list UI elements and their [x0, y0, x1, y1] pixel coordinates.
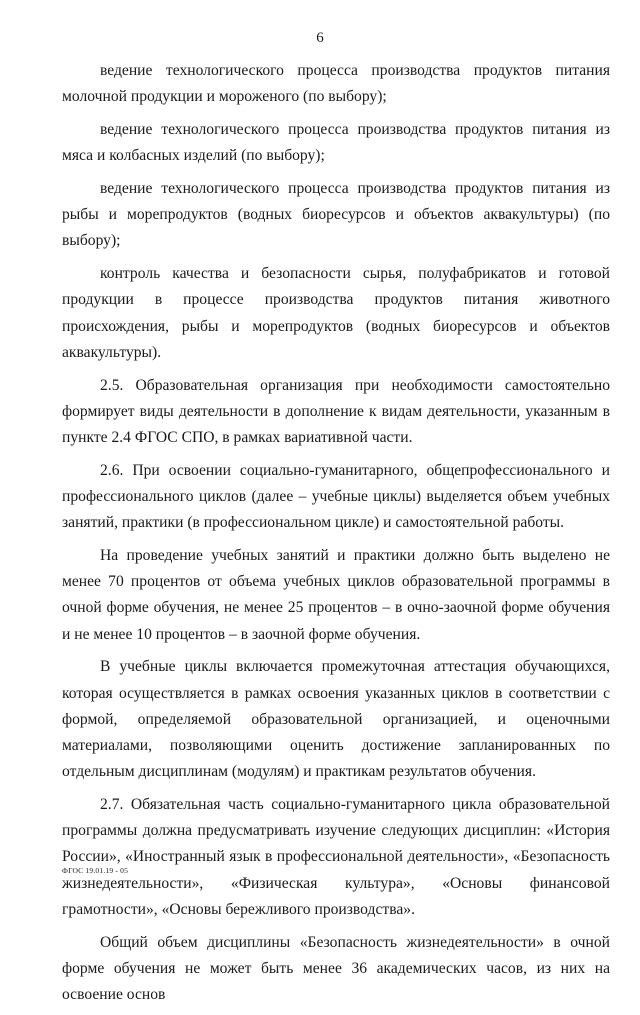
paragraph-meat-process: ведение технологического процесса производства продуктов питания из мяса и колбасных изделий (по выбору); [62, 121, 610, 165]
paragraph-quality-control: контроль качества и безопасности сырья, полуфабрикатов и готовой продукции в процессе производства продуктов питания животного происхождения, рыбы и морепродуктов (водных биоресурсов и объектов аквакультуры). [62, 265, 610, 361]
paragraph-2-5: 2.5. Образовательная организация при необходимости самостоятельно формирует виды деятельности в дополнение к видам деятельности, указанным в пункте 2.4 ФГОС СПО, в рамках вариативной части. [62, 376, 610, 447]
document-body [62, 58, 610, 1015]
document-code: ФГОС 19.01.19 - 05 [62, 866, 129, 875]
paragraph-fish-process: ведение технологического процесса производства продуктов питания из рыбы и морепродуктов (водных биоресурсов и объектов аквакультуры) (по выбору); [62, 180, 610, 250]
page-number: 6 [316, 30, 324, 46]
paragraph-2-6: 2.6. При освоении социально-гуманитарного, общепрофессионального и профессионального циклов (далее – учебные циклы) выделяется объем учебных занятий, практики (в профессиональном цикле) и самостоятельной работы. [62, 461, 610, 532]
paragraph-2-7: 2.7. Обязательная часть социально-гуманитарного цикла образовательной программы должна предусматривать изучение следующих дисциплин: «История России», «Иностранный язык в профессиональной деятельности», «Безопасность жизнедеятельности», «Физическая культура», «Основы финансовой грамотности», «Основы бережливого производства». [62, 796, 610, 918]
paragraph-safety-hours: Общий объем дисциплины «Безопасность жизнедеятельности» в очной форме обучения не может быть менее 36 академических часов, из них на освоение основ [62, 933, 610, 1004]
paragraph-training-share: На проведение учебных занятий и практики должно быть выделено не менее 70 процентов от объема учебных циклов образовательной программы в очной форме обучения, не менее 25 процентов – в очно-заочной форме обучения и не менее 10 процентов – в заочной форме обучения. [62, 547, 610, 643]
paragraph-dairy-process: ведение технологического процесса производства продуктов питания молочной продукции и мороженого (по выбору); [62, 62, 610, 106]
paragraph-attestation: В учебные циклы включается промежуточная аттестация обучающихся, которая осуществляется в рамках освоения указанных циклов в соответствии с формой, определяемой образовательной организацией, и оценочными материалами, позволяющими оценить достижение запланированных по отдельным дисциплинам (модулям) и практикам результатов обучения. [62, 658, 610, 781]
